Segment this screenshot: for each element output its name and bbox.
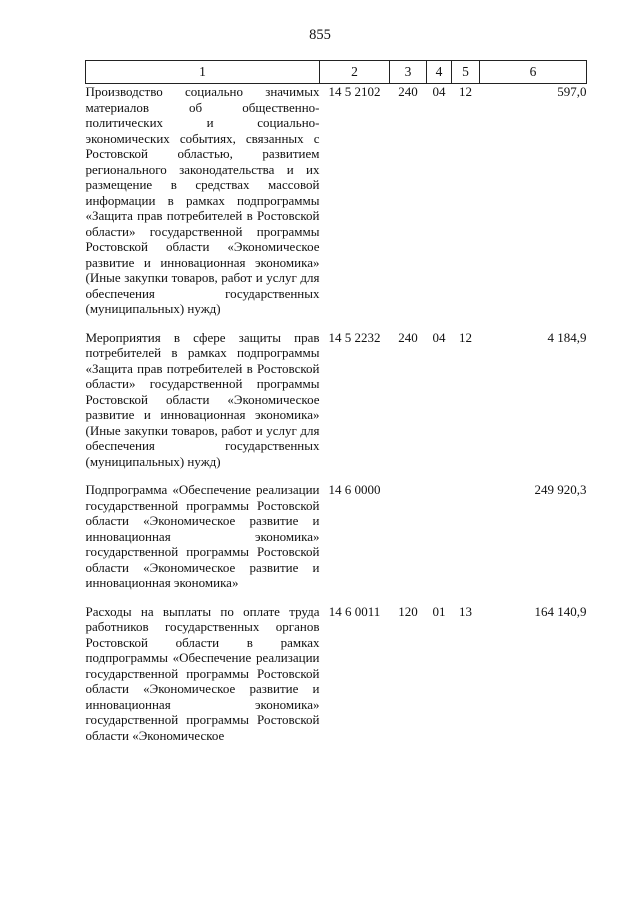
column-header-subsection: 5 xyxy=(452,61,480,84)
expense-type-code xyxy=(390,482,427,604)
column-header-amount: 6 xyxy=(480,61,587,84)
subsection-code: 13 xyxy=(459,603,472,619)
table-row xyxy=(86,604,587,744)
page-number: 855 xyxy=(309,27,331,43)
expense-name: Производство социально значимых материалов об общественно-политических и социально-экономических событиях, связанных с Ростовской областью, развитием регионального законодательства и их размещение в средствах массовой информации в рамках подпрограммы «Защита прав потребителей в Ростовской области» государственной программы Ростовской области «Экономическое развитие и инновационная экономика» (Иные закупки товаров, работ и услуг для обеспечения государственных (муниципальных) нужд) xyxy=(85,84,320,316)
amount: 164 140,9 xyxy=(534,603,587,619)
target-article-code: 14 5 2232 xyxy=(328,329,381,345)
section-code: 04 xyxy=(432,329,446,345)
table-row xyxy=(86,84,587,330)
column-header-expense-type: 3 xyxy=(390,61,427,84)
amount: 249 920,3 xyxy=(534,482,587,497)
subsection-code: 12 xyxy=(459,329,472,345)
subsection-code: 12 xyxy=(459,84,472,99)
target-article-code: 14 6 0011 xyxy=(328,603,381,619)
expense-name: Мероприятия в сфере защиты прав потребителей в рамках подпрограммы «Защита прав потребителей в Ростовской области» государственной программы Ростовской области «Экономическое развитие и инновационная экономика» (Иные закупки товаров, работ и услуг для обеспечения государственных (муниципальных) нужд) xyxy=(85,329,320,469)
expense-name: Подпрограмма «Обеспечение реализации государственной программы Ростовской области «Экономическое развитие и инновационная экономика» государственной программы Ростовской области «Экономическое развитие и инновационная экономика» xyxy=(85,482,320,590)
amount: 597,0 xyxy=(557,84,587,99)
expense-type-code: 120 xyxy=(398,603,418,619)
budget-table xyxy=(85,60,587,743)
section-code xyxy=(427,482,452,604)
column-header-target-article: 2 xyxy=(320,61,390,84)
table-header-row xyxy=(86,61,587,84)
target-article-code: 14 5 2102 xyxy=(328,84,381,99)
section-code: 01 xyxy=(432,603,446,619)
subsection-code xyxy=(452,482,480,604)
table-row xyxy=(86,482,587,604)
table-row xyxy=(86,330,587,483)
expense-type-code: 240 xyxy=(398,84,418,99)
target-article-code: 14 6 0000 xyxy=(328,482,381,497)
column-header-name: 1 xyxy=(86,61,320,84)
expense-name: Расходы на выплаты по оплате труда работников государственных органов Ростовской области в рамках подпрограммы «Обеспечение реализации государственной программы Ростовской области «Экономическое развитие и инновационная экономика» государственной программы Ростовской области «Экономическое xyxy=(85,603,320,743)
section-code: 04 xyxy=(432,84,446,99)
amount: 4 184,9 xyxy=(547,329,587,345)
expense-type-code: 240 xyxy=(398,329,418,345)
column-header-section: 4 xyxy=(427,61,452,84)
